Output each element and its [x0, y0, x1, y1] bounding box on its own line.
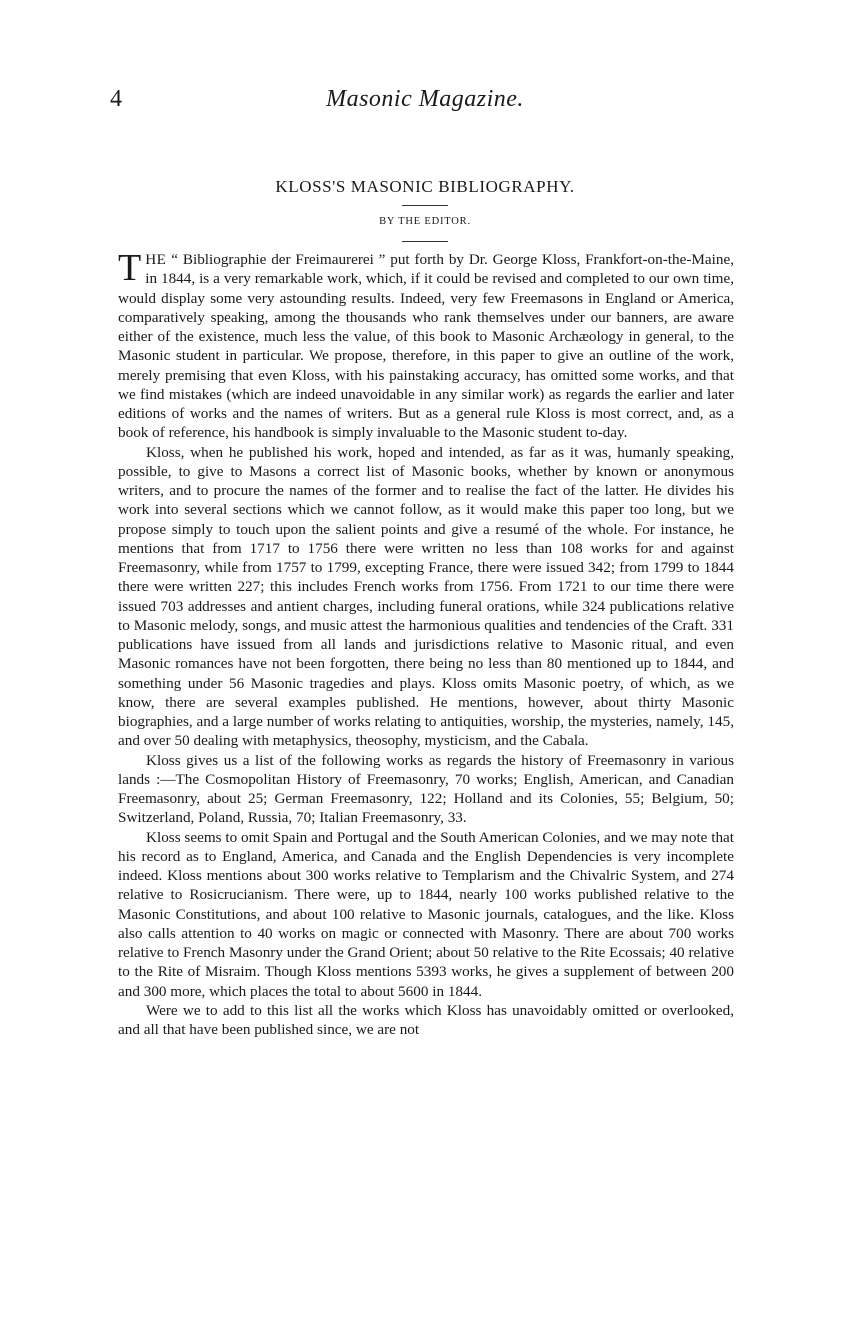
paragraph-5: Were we to add to this list all the works which Kloss has unavoidably omitted or overlooked, and all that have been published since, we are not: [118, 1001, 734, 1038]
running-title: Masonic Magazine.: [326, 86, 524, 112]
paragraph-3: Kloss gives us a list of the following works as regards the history of Freemasonry in various lands :—The Cosmopolitan History of Freemasonry, 70 works; English, American, and Canadian Freemasonry, about 25; German Freemasonry, 122; Holland and its Colonies, 55; Belgium, 50; Switzerland, Poland, Russia, 70; Italian Freemasonry, 33.: [118, 751, 734, 827]
byline-divider: [402, 241, 448, 242]
paragraph-1-text: “ Bibliographie der Freimaurerei ” put forth by Dr. George Kloss, Frankfort-on-the-Maine, in 1844, is a very remarkable work, which, if it could be revised and completed to our own time, would display some very astounding results. Indeed, very few Freemasons in England or America, comparatively speaking, among the thousands who rank themselves under our banners, are aware either of the existence, much less the value, of this book to Masonic Archæology in general, to the Masonic student in particular. We propose, therefore, in this paper to give an outline of the work, merely premising that even Kloss, with his painstaking accuracy, has omitted some works, and that we find mistakes (which are indeed unavoidable in any similar work) as regards the earlier and later editions of works and the names of writers. But as a general rule Kloss is most correct, and, as a book of reference, his handbook is simply invaluable to the Masonic student to-day.: [118, 251, 734, 442]
article-byline: BY THE EDITOR.: [379, 216, 471, 227]
page-header: [110, 84, 740, 118]
paragraph-2: Kloss, when he published his work, hoped and intended, as far as it was, humanly speaking, possible, to give to Masons a correct list of Masonic books, whether by known or anonymous writers, and to procure the names of the former and to realise the fact of the latter. He divides his work into several sections which we cannot follow, as it would make this paper too long, but we propose simply to touch upon the salient points and give a resumé of the whole. For instance, he mentions that from 1717 to 1756 there were written no less than 108 works for and against Freemasonry, while from 1757 to 1799, excepting France, there were issued 342; from 1799 to 1844 there were written 227; this includes French works from 1756. From 1721 to our time there were issued 703 addresses and antient charges, including funeral orations, while 324 publications relative to Masonic melody, songs, and music attest the harmonious qualities and tendencies of the Craft. 331 publications have issued from all lands and jurisdictions relative to Masonic ritual, and even Masonic romances have not been forgotten, there being no less than 80 mentioned up to 1844, and something under 56 Masonic tragedies and plays. Kloss omits Masonic poetry, of which, as we know, there are several examples published. He mentions, however, about thirty Masonic biographies, and a large number of works relating to antiquities, worship, the mysteries, namely, 145, and over 50 dealing with metaphysics, theosophy, mysticism, and the Cabala.: [118, 443, 734, 750]
article-body: [118, 247, 734, 1039]
title-divider: [402, 205, 448, 206]
paragraph-4: Kloss seems to omit Spain and Portugal and the South American Colonies, and we may note that his record as to England, America, and Canada and the English Dependencies is very incomplete indeed. Kloss mentions about 300 works relative to Templarism and the Chivalric System, and 274 relative to Rosicrucianism. There were, up to 1844, nearly 100 works published relative to the Masonic Constitutions, and about 100 relative to Masonic journals, catalogues, and the like. Kloss also calls attention to 40 works on magic or connected with Masonry. There are about 700 works relative to French Masonry under the Grand Orient; about 50 relative to the Rite Ecossais; 40 relative to the Rite of Misraim. Though Kloss mentions 5393 works, he gives a supplement of between 200 and 300 more, which places the total to about 5600 in 1844.: [118, 828, 734, 1000]
article-title: KLOSS'S MASONIC BIBLIOGRAPHY.: [275, 177, 575, 196]
page-number: 4: [110, 86, 122, 112]
paragraph-1: [118, 247, 734, 443]
drop-cap: T: [118, 247, 142, 289]
first-word-rest: HE: [145, 251, 167, 268]
